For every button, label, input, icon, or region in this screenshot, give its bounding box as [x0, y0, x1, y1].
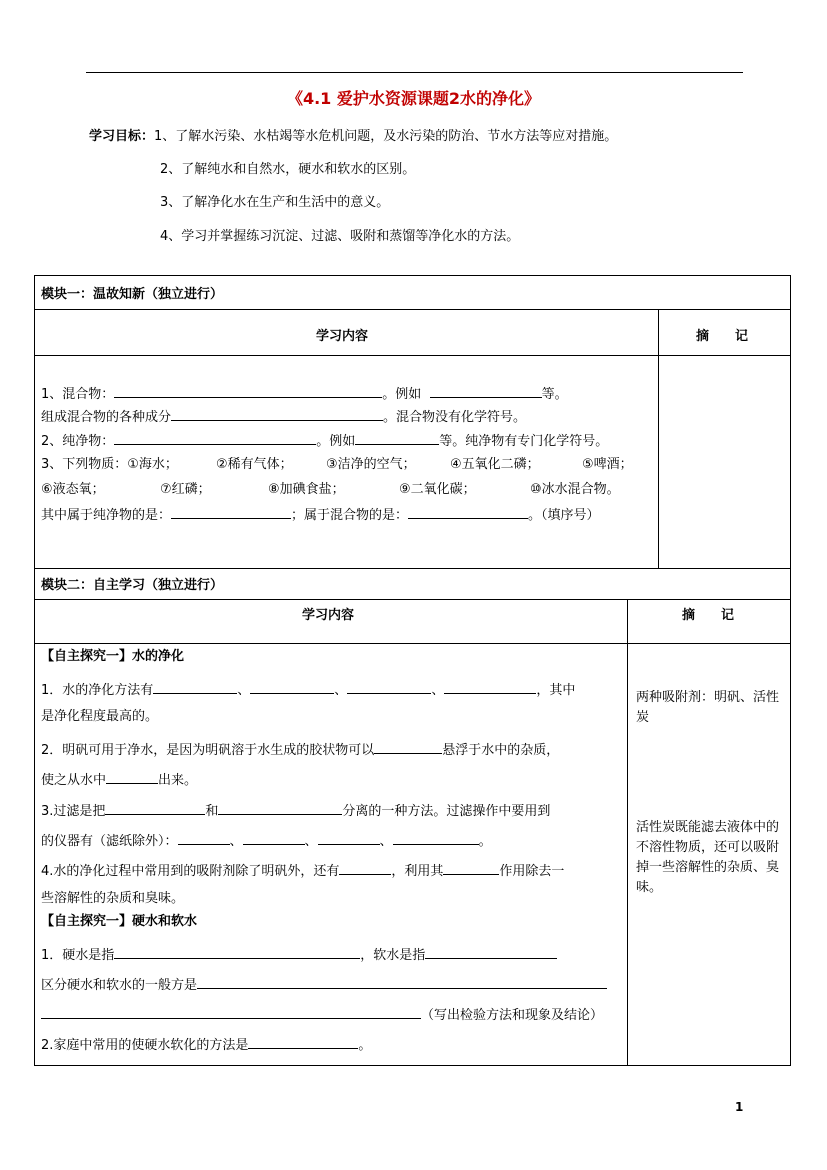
m1-q3-end: 。（填序号） [528, 508, 600, 523]
m2-h3-blank[interactable] [248, 1034, 358, 1049]
m2-p2-blank-2[interactable] [106, 769, 158, 784]
m2-p3-sep-3: 、 [379, 834, 393, 849]
m2-h1-blank-1[interactable] [114, 944, 360, 959]
m2-p3-line1 [41, 800, 550, 821]
m1-q1-blank-def[interactable] [114, 383, 382, 398]
m1-q3-item-3: ③洁净的空气； [326, 457, 416, 472]
module2-col-content: 学习内容 [302, 608, 355, 623]
m2-h3-text: 2.家庭中常用的使硬水软化的方法是 [41, 1038, 249, 1053]
m1-q2-label: 2、纯净物： [41, 434, 115, 449]
m2-p2-text-3: 使之从水中 [41, 773, 107, 788]
m1-q2-blank-def[interactable] [114, 430, 316, 445]
m2-p4-line2: 些溶解性的杂质和臭味。 [41, 891, 185, 906]
m2-note-activated-carbon: 活性炭既能滤去液体中的不溶性物质，还可以吸附掉一些溶解性的杂质、臭味。 [636, 820, 780, 895]
m1-q3-item-9: ⑨二氧化碳； [399, 482, 476, 497]
module2-title: 模块二：自主学习（独立进行） [41, 578, 224, 593]
m1-q2-line [41, 430, 608, 449]
m2-h2-hint: （写出检验方法和现象及结论） [421, 1008, 604, 1023]
m2-p2-text-2: 悬浮于水中的杂质， [442, 743, 560, 758]
m1-q1-blank-example[interactable] [430, 383, 542, 398]
goal-item-4: 4、学习并掌握练习沉淀、过滤、吸附和蒸馏等净化水的方法。 [160, 229, 520, 244]
m2-sec1-heading [41, 648, 184, 666]
m1-q3-answer-line [41, 504, 600, 523]
m2-p3-line2 [41, 830, 492, 851]
m2-h2-line2 [41, 1004, 603, 1025]
m2-h1-text: 1．硬水是指 [41, 948, 115, 963]
m1-q2-blank-example[interactable] [355, 430, 439, 445]
m2-p1-line2: 是净化程度最高的。 [41, 709, 159, 724]
module1-title: 模块一：温故知新（独立进行） [41, 287, 224, 302]
m2-p1-blank-2[interactable] [250, 679, 334, 694]
m2-p3-end: 。 [478, 834, 492, 849]
m2-p1-blank-1[interactable] [153, 679, 237, 694]
m1-q1-line1 [41, 383, 568, 402]
module1-col-notes: 摘 记 [696, 329, 749, 344]
table-right-border [790, 275, 791, 1066]
m2-p3-text-2: 分离的一种方法。过滤操作中要用到 [342, 804, 551, 819]
module2-col-notes: 摘 记 [682, 608, 735, 623]
m2-h2-text: 区分硬水和软水的一般方是 [41, 978, 198, 993]
goals-line-1 [89, 125, 617, 144]
m2-p3-and: 和 [205, 804, 219, 819]
m1-q3-item-5: ⑤啤酒； [582, 457, 633, 472]
module2-col-divider [627, 599, 628, 1066]
m2-p3-sep-1: 、 [229, 834, 243, 849]
m2-p1-line1 [41, 679, 575, 700]
m2-p3-blank-1[interactable] [105, 800, 205, 815]
m2-p1-sep-2: 、 [334, 683, 348, 698]
m1-q3-item-4: ④五氧化二磷； [450, 457, 540, 472]
table-bottom-border [34, 1065, 791, 1066]
m2-h2-blank-2[interactable] [41, 1004, 421, 1019]
m2-p2-line1 [41, 739, 559, 760]
row-divider-4 [34, 599, 791, 600]
m2-h2-blank-1[interactable] [197, 974, 607, 989]
m2-p4-blank-2[interactable] [443, 860, 499, 875]
m1-q1-blank-components[interactable] [171, 406, 383, 421]
m2-p1-sep-1: 、 [237, 683, 251, 698]
row-divider-1 [34, 309, 791, 310]
m2-p1-sep-3: 、 [431, 683, 445, 698]
m1-q1-note: 。混合物没有化学符号。 [383, 410, 527, 425]
m1-q2-example-label: 。例如 [316, 434, 356, 449]
page-title: 《4.1 爱护水资源课题2水的净化》 [286, 89, 541, 108]
m2-p4-line1 [41, 860, 564, 881]
m2-p4-text: 4.水的净化过程中常用到的吸附剂除了明矾外，还有 [41, 864, 340, 879]
m2-p1-blank-3[interactable] [347, 679, 431, 694]
m1-q3-item-1: 3、下列物质：①海水； [41, 457, 178, 472]
m2-p3-text-3: 的仪器有（滤纸除外）： [41, 834, 178, 849]
m1-q3-item-8: ⑧加碘食盐； [268, 482, 345, 497]
m2-p1-label: 1．水的净化方法有 [41, 683, 154, 698]
m2-p4-text-3: 作用除去一 [499, 864, 565, 879]
m2-p2-line2 [41, 769, 197, 790]
m2-p3-blank-3[interactable] [178, 830, 230, 845]
m1-q1-line2 [41, 406, 526, 425]
row-divider-5 [34, 643, 791, 644]
goals-label: 学习目标： [89, 129, 155, 144]
table-top-border [34, 275, 791, 276]
m1-q3-pure-label: 其中属于纯净物的是： [41, 508, 172, 523]
table-left-border [34, 275, 35, 1066]
m2-p4-blank-1[interactable] [339, 860, 391, 875]
m1-q3-mixture-label: ；属于混合物的是： [291, 508, 409, 523]
m1-q3-item-7: ⑦红磷； [160, 482, 211, 497]
m1-q3-item-2: ②稀有气体； [216, 457, 293, 472]
m2-h1-blank-2[interactable] [425, 944, 557, 959]
goal-item-3: 3、了解净化水在生产和生活中的意义。 [160, 195, 390, 210]
m2-p3-blank-4[interactable] [243, 830, 305, 845]
header-rule [86, 72, 743, 73]
m2-note-adsorbents: 两种吸附剂：明矾、活性炭 [636, 690, 780, 725]
m2-p4-text-2: ，利用其 [391, 864, 444, 879]
m2-p3-blank-2[interactable] [218, 800, 342, 815]
goal-item-2: 2、了解纯水和自然水，硬水和软水的区别。 [160, 162, 416, 177]
m2-sec1-bracket: 【自主探究一】 [41, 649, 133, 664]
m2-p2-text: 2．明矾可用于净水，是因为明矾溶于水生成的胶状物可以 [41, 743, 375, 758]
m1-q1-label: 1、混合物： [41, 387, 115, 402]
m2-p3-sep-2: 、 [304, 834, 318, 849]
m2-sec2-heading: 【自主探究一】硬水和软水 [41, 914, 198, 929]
m2-p3-blank-5[interactable] [318, 830, 380, 845]
module1-col-divider [658, 309, 659, 569]
m2-h1-line [41, 944, 557, 965]
row-divider-2 [34, 355, 791, 356]
m2-h3-line [41, 1034, 371, 1055]
row-divider-3 [34, 568, 791, 569]
m1-q3-item-6: ⑥液态氧； [41, 482, 105, 497]
m1-q1-components-label: 组成混合物的各种成分 [41, 410, 172, 425]
m2-sec1-name: 水的净化 [132, 649, 185, 664]
m2-h2-line1 [41, 974, 607, 995]
m1-q3-item-10: ⑩冰水混合物。 [530, 482, 620, 497]
m2-p3-text: 3.过滤是把 [41, 804, 106, 819]
m2-p3-blank-6[interactable] [393, 830, 479, 845]
m1-q3-blank-pure[interactable] [171, 504, 291, 519]
m2-p1-blank-4[interactable] [444, 679, 536, 694]
m1-q1-example-label: 。例如 [382, 387, 422, 402]
m2-h3-end: 。 [358, 1038, 372, 1053]
page-number: 1 [735, 1100, 744, 1114]
m2-h1-text-2: ，软水是指 [360, 948, 426, 963]
m2-p2-text-4: 出来。 [158, 773, 198, 788]
module1-col-content: 学习内容 [316, 329, 369, 344]
m1-q2-end: 等。纯净物有专门化学符号。 [439, 434, 609, 449]
m2-p2-blank-1[interactable] [374, 739, 442, 754]
goal-item-1: 1、了解水污染、水枯竭等水危机问题，及水污染的防治、节水方法等应对措施。 [154, 129, 618, 144]
m1-q1-end: 等。 [541, 387, 568, 402]
m1-q3-blank-mixture[interactable] [408, 504, 528, 519]
m2-p1-end: ，其中 [536, 683, 576, 698]
